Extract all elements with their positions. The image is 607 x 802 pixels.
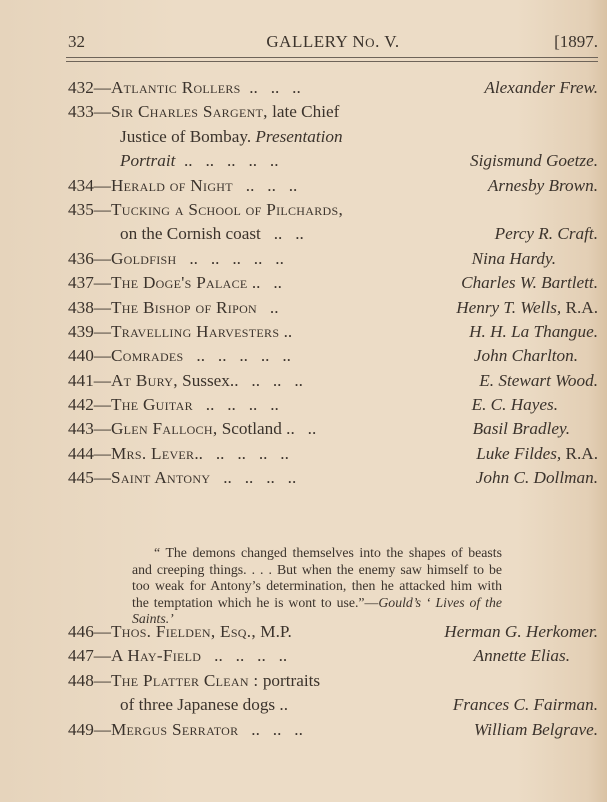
text-span: — [93, 670, 111, 690]
entry-title: At Bury, [110, 370, 178, 390]
text-span: Presentation [255, 126, 343, 146]
text-span: — [93, 297, 111, 317]
catalogue-entry [68, 669, 598, 718]
catalogue-entry [68, 718, 598, 742]
entry-title: The Doge's Palace [110, 273, 248, 293]
text-span: .. .. [247, 273, 282, 293]
catalogue-entry [68, 271, 598, 295]
text-span: .. .. [260, 224, 304, 244]
entry-line [68, 620, 598, 644]
entry-artist [461, 271, 598, 295]
entry-line [68, 466, 598, 490]
entry-artist [473, 417, 570, 441]
text-span: H. H. La Thangue. [469, 321, 598, 341]
entry-artist [474, 718, 598, 742]
text-span: R.A. [561, 297, 598, 317]
entry-line [68, 125, 598, 149]
text-span: Charles W. Bartlett. [461, 273, 598, 293]
quote-text: “ The demons changed themselves into the shapes of beasts and creeping things. . . . But when the enemy saw himself to be too weak for Antony’s determination, then he attacked him with the temptation which he is wont to use.”— [132, 545, 502, 610]
entry-line [68, 222, 598, 246]
text-span: — [93, 248, 111, 268]
entry-artist [476, 442, 598, 466]
text-span: Nina Hardy. [471, 248, 556, 268]
entry-artist [456, 296, 598, 320]
text-span: — [93, 175, 111, 195]
text-span: — [93, 199, 111, 219]
catalogue-entry [68, 296, 598, 320]
text-span: — [93, 646, 111, 666]
entry-title: The Guitar [110, 395, 193, 415]
catalogue-entry [68, 393, 598, 417]
text-span: — [93, 102, 111, 122]
quote-source: Gould’s ‘ Lives of the Saints.’ [132, 594, 502, 627]
text-span: .. [279, 321, 293, 341]
text-span: M.P. [255, 622, 292, 641]
entry-title: Sir Charles Sargent, [110, 102, 268, 122]
text-span: .. .. .. .. [192, 395, 279, 415]
entry-artist [479, 369, 598, 393]
text-span: 443 [68, 419, 94, 439]
entry-title: Mergus Serrator [110, 719, 239, 739]
catalogue-entry [68, 644, 598, 668]
text-span: of three Japanese dogs [120, 695, 276, 715]
text-span: .. .. .. .. .. [183, 346, 291, 366]
text-span: — [93, 321, 111, 341]
page-header [68, 28, 598, 54]
entry-line [68, 76, 598, 100]
entry-line [68, 417, 598, 441]
text-span: 438 [68, 297, 94, 317]
text-span: 436 [68, 248, 94, 268]
entry-artist [453, 693, 598, 717]
text-span: William Belgrave. [473, 719, 598, 739]
text-span: — [93, 443, 111, 463]
text-span: 448 [68, 670, 94, 690]
entry-title: Saint Antony [110, 468, 211, 488]
text-span: .. [275, 695, 288, 715]
entry-title: Herald of Night [110, 175, 233, 195]
text-span: — [93, 419, 111, 439]
catalogue-entry [68, 466, 598, 490]
text-span: — [93, 719, 111, 739]
text-span: Justice of Bombay. [120, 126, 252, 146]
entry-line [68, 718, 598, 742]
text-span: .. .. .. .. [210, 468, 297, 488]
text-span: 446 [68, 622, 94, 641]
text-span: . V. [375, 32, 400, 51]
text-span: 433 [68, 102, 94, 122]
entry-line [68, 669, 598, 693]
entry-title: Tucking a School of Pilchards, [110, 199, 344, 219]
text-span: Percy R. Craft. [494, 224, 598, 244]
text-span: E. Stewart Wood. [479, 370, 598, 390]
entry-title: Mrs. Lever [110, 443, 195, 463]
entry-title: Comrades [110, 346, 184, 366]
entry-line [68, 393, 598, 417]
page-number: 32 [68, 32, 85, 51]
text-span: 440 [68, 346, 94, 366]
text-span: 439 [68, 321, 94, 341]
entry-artist [470, 149, 598, 173]
entry-line [68, 174, 598, 198]
entry-artist [488, 174, 598, 198]
entry-title: Atlantic Rollers [110, 78, 241, 97]
catalogue-entry [68, 620, 598, 644]
text-span: — [93, 622, 111, 641]
entry-line [68, 296, 598, 320]
text-span: Sigismund Goetze. [470, 151, 598, 171]
entry-line [68, 271, 598, 295]
entry-line [68, 198, 598, 222]
entry-artist [474, 344, 578, 368]
text-span: O [365, 35, 376, 50]
text-span: 442 [68, 395, 94, 415]
text-span: 432 [68, 78, 94, 97]
catalogue-entry [68, 174, 598, 198]
entry-artist [476, 466, 598, 490]
text-span: Henry T. Wells, [456, 297, 562, 317]
catalogue-list [68, 76, 598, 491]
entry-artist [495, 222, 598, 246]
catalogue-entry [68, 369, 598, 393]
text-span: 435 [68, 199, 94, 219]
text-span: .. .. [281, 419, 317, 439]
entry-line [68, 369, 598, 393]
text-span: — [93, 468, 111, 488]
catalogue-list-continued [68, 620, 598, 742]
text-span: .. [257, 297, 279, 317]
text-span: .. .. .. .. .. [194, 443, 289, 463]
catalogue-entry [68, 442, 598, 466]
catalogue-entry [68, 247, 598, 271]
text-span: 445 [68, 468, 94, 488]
text-span: Sussex [177, 370, 230, 390]
text-span: GALLERY N [266, 32, 366, 51]
text-span: .. .. .. [238, 719, 303, 739]
catalogue-entry [68, 76, 598, 100]
text-span: .. .. .. [240, 78, 301, 97]
text-span: 449 [68, 719, 94, 739]
entry-artist [469, 320, 598, 344]
entry-line [68, 100, 598, 124]
text-span: R.A. [561, 443, 598, 463]
text-span: 434 [68, 175, 94, 195]
text-span: Basil Bradley. [472, 419, 570, 439]
text-span: John Charlton. [473, 346, 578, 366]
text-span: Arnesby Brown. [487, 175, 598, 195]
catalogue-entry [68, 198, 598, 247]
text-span: .. .. .. .. [229, 370, 303, 390]
text-span: 447 [68, 646, 94, 666]
entry-artist [484, 76, 598, 100]
header-rule [66, 57, 598, 62]
entry-title: Glen Falloch, [110, 419, 218, 439]
text-span: — [93, 395, 111, 415]
text-span: — [93, 273, 111, 293]
catalogue-entry [68, 344, 598, 368]
entry-artist [444, 620, 598, 644]
entry-line [68, 442, 598, 466]
year: [1897. [554, 32, 598, 51]
text-span: 437 [68, 273, 94, 293]
entry-title: The Bishop of Ripon [110, 297, 257, 317]
entry-line [68, 247, 598, 271]
text-span: 441 [68, 370, 94, 390]
entry-line [68, 320, 598, 344]
entry-line [68, 693, 598, 717]
entry-title: Goldfish [110, 248, 177, 268]
text-span: Frances C. Fairman. [452, 695, 598, 715]
text-span: Alexander Frew. [484, 78, 598, 97]
text-span: Herman G. Herkomer. [444, 622, 598, 641]
entry-line [68, 644, 598, 668]
quotation [132, 545, 502, 628]
text-span: — [93, 370, 111, 390]
entry-artist [472, 247, 556, 271]
text-span: on the Cornish coast [120, 224, 261, 244]
text-span: 444 [68, 443, 94, 463]
catalogue-entry [68, 100, 598, 173]
text-span: late Chief [267, 102, 340, 122]
text-span: .. .. .. .. .. [175, 151, 279, 171]
running-title [68, 32, 598, 52]
text-span: E. C. Hayes. [471, 395, 558, 415]
catalogue-entry [68, 417, 598, 441]
entry-title: A Hay-Field [110, 646, 202, 666]
entry-title: The Platter Clean : [110, 670, 259, 690]
entry-artist [474, 644, 570, 668]
text-span: .. .. .. .. [201, 646, 288, 666]
entry-artist [472, 393, 558, 417]
text-span: John C. Dollman. [475, 468, 598, 488]
text-span: — [93, 346, 111, 366]
text-span: — [93, 78, 111, 97]
text-span: portraits [258, 670, 321, 690]
entry-line [68, 149, 598, 173]
text-span: .. .. .. [232, 175, 298, 195]
text-span: Portrait [120, 151, 176, 171]
text-span: Scotland [217, 419, 282, 439]
text-span: Annette Elias. [473, 646, 570, 666]
entry-title: Thos. Fielden, Esq., [110, 622, 256, 641]
entry-line [68, 344, 598, 368]
text-span: .. .. .. .. .. [176, 248, 284, 268]
entry-title: Travelling Harvesters [110, 321, 280, 341]
text-span: Luke Fildes, [476, 443, 562, 463]
catalogue-entry [68, 320, 598, 344]
